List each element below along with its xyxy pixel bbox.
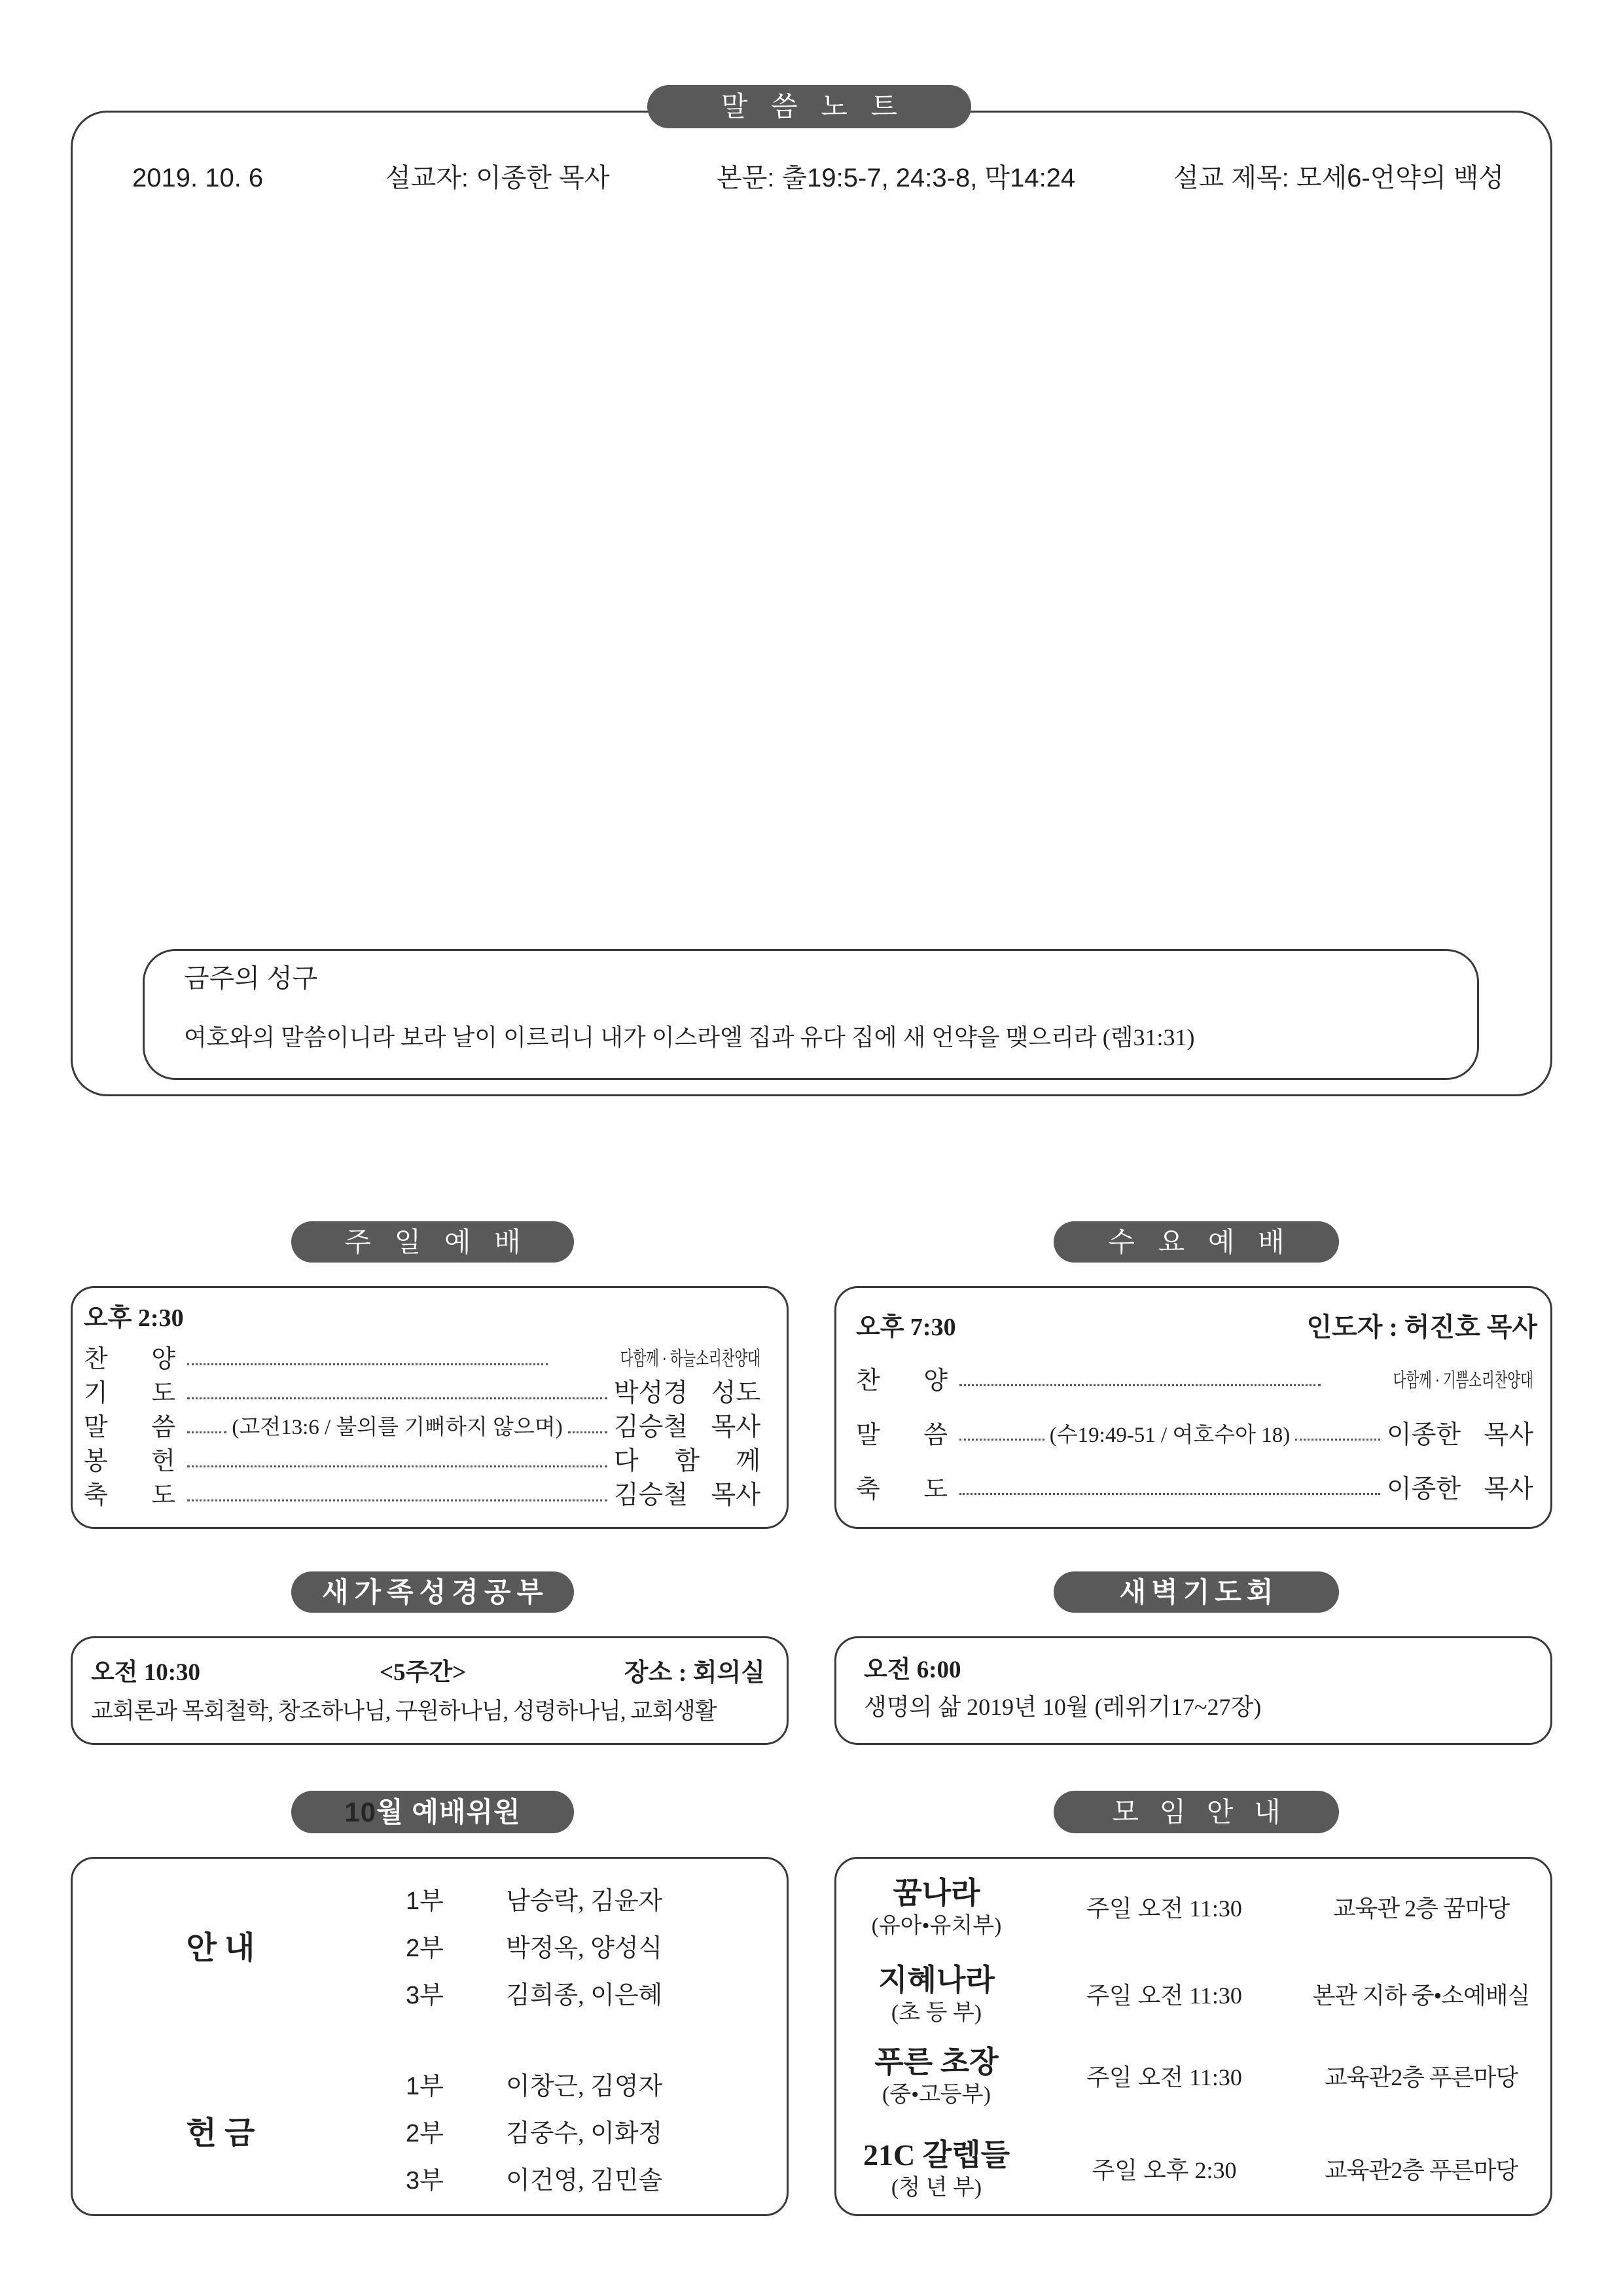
gathering-place: 교육관 2층 꿈마당 — [1332, 1895, 1510, 1922]
worship-committee-month: 10 — [344, 1796, 377, 1827]
row-value — [554, 1344, 760, 1375]
dot-leader — [187, 1397, 607, 1399]
dot-leader — [959, 1493, 1380, 1495]
gathering-name: 21C 갈렙들 — [863, 2138, 1010, 2172]
new-family-study-header: 새가족성경공부 — [291, 1571, 574, 1613]
gathering-place: 교육관2층 푸른마당 — [1324, 2064, 1518, 2090]
gathering-place: 교육관2층 푸른마당 — [1324, 2157, 1518, 2183]
dot-leader — [187, 1465, 607, 1467]
new-family-study-duration: <5주간> — [380, 1659, 467, 1686]
gathering-time: 주일 오전 11:30 — [1086, 1982, 1242, 2009]
gatherings-header: 모 임 안 내 — [1054, 1791, 1339, 1833]
committee-names: 남승락, 김윤자 — [506, 1888, 663, 1915]
dot-leader — [568, 1431, 607, 1433]
gathering-name: 지혜나라 — [878, 1964, 995, 1997]
sunday-row-praise — [84, 1342, 760, 1376]
sunday-service-time: 오후 2:30 — [84, 1304, 184, 1332]
gathering-time: 주일 오후 2:30 — [1092, 2157, 1237, 2183]
dot-leader — [187, 1499, 607, 1501]
sermon-preacher: 설교자: 이종한 목사 — [385, 164, 610, 192]
row-value: 김승철 목사 — [614, 1413, 761, 1441]
row-value: 다 함 께 — [614, 1447, 760, 1475]
gathering-department: (청 년 부) — [891, 2176, 982, 2200]
new-family-study-topics: 교회론과 목회철학, 창조하나님, 구원하나님, 성령하나님, 교회생활 — [91, 1698, 717, 1724]
wednesday-row-sermon — [856, 1408, 1533, 1462]
gathering-time: 주일 오전 11:30 — [1086, 1895, 1242, 1922]
dot-leader — [959, 1439, 1044, 1441]
new-family-study-place: 장소 : 회의실 — [624, 1659, 765, 1687]
row-label: 찬 양 — [856, 1367, 948, 1395]
dot-leader — [187, 1363, 548, 1365]
row-label: 축 도 — [84, 1482, 175, 1509]
sunday-row-offering — [84, 1444, 760, 1479]
dawn-prayer-header: 새벽기도회 — [1054, 1571, 1339, 1613]
dot-leader — [1295, 1439, 1380, 1441]
wednesday-service-header: 수 요 예 배 — [1054, 1221, 1339, 1263]
sunday-order-list — [84, 1342, 760, 1513]
row-value: 이종한 목사 — [1387, 1475, 1533, 1503]
gathering-group — [836, 1963, 1037, 2028]
row-passage: (고전13:6 / 불의를 기뻐하지 않으며) — [232, 1416, 563, 1439]
worship-committee-title: 월 예배위원 — [376, 1796, 521, 1827]
gathering-row — [836, 1956, 1550, 2035]
committee-names: 박정옥, 양성식 — [506, 1935, 663, 1962]
sermon-scripture: 본문: 출19:5-7, 24:3-8, 막14:24 — [717, 164, 1076, 192]
sermon-note-box — [71, 111, 1552, 1096]
committee-part: 3부 — [406, 2167, 444, 2195]
gathering-department: (유아•유치부) — [871, 1914, 1002, 1938]
row-label: 기 도 — [84, 1380, 175, 1407]
sunday-row-sermon — [84, 1410, 760, 1444]
wednesday-service-leader: 인도자 : 허진호 목사 — [1306, 1312, 1537, 1342]
gathering-department: (중•고등부) — [882, 2083, 991, 2107]
row-label: 말 씀 — [84, 1414, 175, 1441]
committee-part: 2부 — [406, 2120, 444, 2147]
sunday-row-benediction — [84, 1479, 760, 1513]
gathering-row — [836, 2038, 1550, 2117]
dot-leader — [187, 1431, 226, 1433]
gathering-place: 본관 지하 중•소예배실 — [1312, 1982, 1530, 2009]
sermon-date: 2019. 10. 6 — [132, 164, 264, 192]
wednesday-service-box — [834, 1286, 1552, 1529]
dot-leader — [959, 1384, 1321, 1386]
sunday-service-header: 주 일 예 배 — [291, 1221, 574, 1263]
weekly-verse-title: 금주의 성구 — [184, 964, 318, 993]
weekly-verse-box — [143, 949, 1479, 1080]
dawn-prayer-box — [834, 1636, 1552, 1745]
wednesday-service-time: 오후 7:30 — [856, 1314, 956, 1341]
committee-part: 1부 — [406, 2073, 444, 2100]
committee-names: 이건영, 김민솔 — [506, 2167, 663, 2195]
wednesday-order-list — [856, 1354, 1533, 1516]
gathering-group — [836, 2045, 1037, 2110]
row-label: 축 도 — [856, 1475, 948, 1503]
wednesday-row-benediction — [856, 1462, 1533, 1516]
gathering-row — [836, 1869, 1550, 1948]
dawn-prayer-time: 오전 6:00 — [864, 1657, 961, 1683]
weekly-verse-text: 여호와의 말씀이니라 보라 날이 이르리니 내가 이스라엘 집과 유다 집에 새 언약을 맺으리라 (렘31:31) — [184, 1024, 1195, 1050]
new-family-study-time: 오전 10:30 — [91, 1659, 201, 1686]
gathering-name: 꿈나라 — [893, 1876, 980, 1910]
gatherings-box — [834, 1857, 1552, 2216]
dawn-prayer-text: 생명의 삶 2019년 10월 (레위기17~27장) — [864, 1694, 1262, 1720]
committee-part: 3부 — [406, 1982, 444, 2009]
gathering-department: (초 등 부) — [891, 2001, 982, 2025]
row-value — [1327, 1365, 1533, 1397]
gathering-name: 푸른 초장 — [874, 2045, 999, 2079]
gathering-row — [836, 2131, 1550, 2210]
wednesday-row-praise — [856, 1354, 1533, 1408]
worship-committee-header — [291, 1791, 574, 1833]
row-value: 김승철 목사 — [614, 1481, 760, 1509]
committee-names: 이창근, 김영자 — [506, 2073, 663, 2100]
gathering-group — [836, 1876, 1037, 1941]
gathering-time: 주일 오전 11:30 — [1086, 2064, 1242, 2090]
new-family-study-box — [71, 1636, 789, 1745]
committee-part: 1부 — [406, 1888, 444, 1915]
sunday-row-prayer — [84, 1376, 760, 1410]
sunday-service-box — [71, 1286, 789, 1529]
worship-committee-box — [71, 1857, 789, 2216]
committee-role-offering: 헌 금 — [186, 2116, 255, 2151]
row-value: 이종한 목사 — [1387, 1420, 1534, 1449]
committee-role-usher: 안 내 — [186, 1931, 255, 1965]
committee-names: 김중수, 이화정 — [506, 2120, 663, 2147]
row-label: 봉 헌 — [84, 1448, 175, 1475]
row-value: 박성경 성도 — [614, 1379, 760, 1407]
row-value-text: 다함께 · 기쁨소리찬양대 — [1393, 1369, 1533, 1391]
sermon-note-header: 말 씀 노 트 — [647, 85, 971, 128]
row-value-text: 다함께 · 하늘소리찬양대 — [620, 1348, 760, 1370]
sermon-title: 설교 제목: 모세6-언약의 백성 — [1173, 164, 1504, 192]
committee-part: 2부 — [406, 1935, 444, 1962]
row-passage: (수19:49-51 / 여호수아 18) — [1049, 1423, 1291, 1447]
row-label: 말 씀 — [856, 1421, 948, 1449]
committee-names: 김희종, 이은혜 — [506, 1982, 663, 2009]
gathering-group — [836, 2138, 1037, 2203]
row-label: 찬 양 — [84, 1346, 175, 1373]
